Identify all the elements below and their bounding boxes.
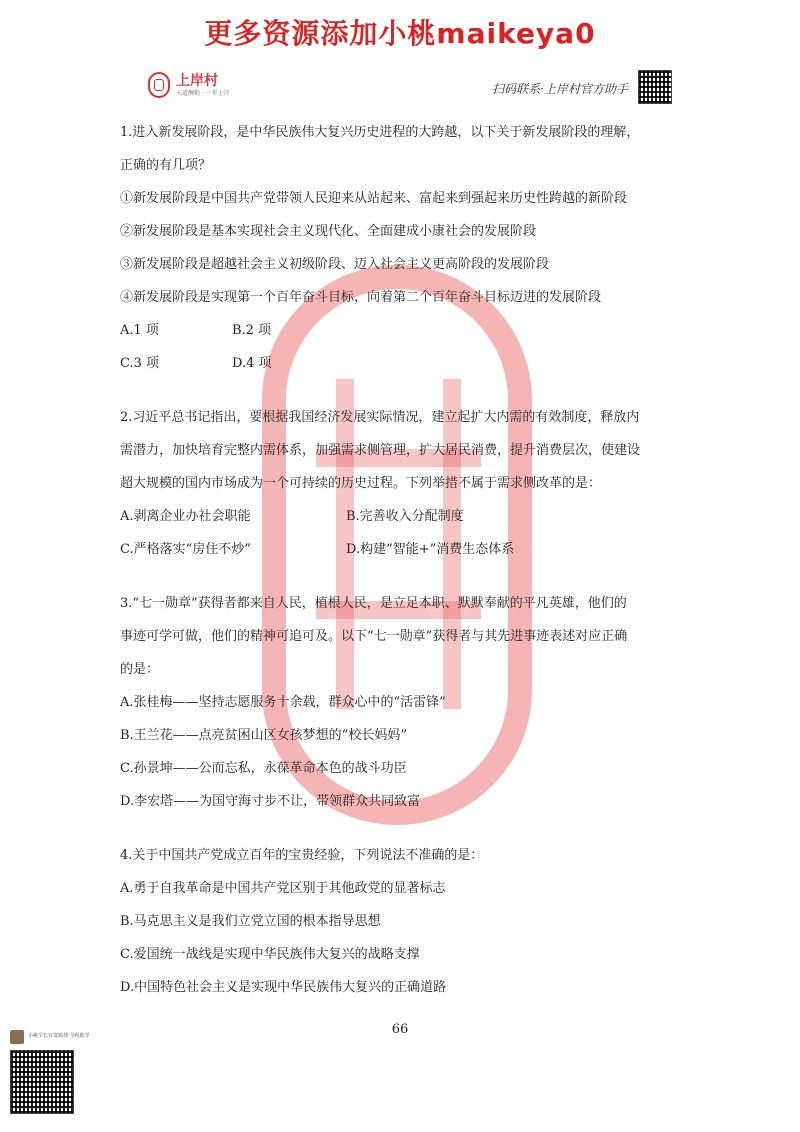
- statement-line: ①新发展阶段是中国共产党带领人民迎来从站起来、富起来到强起来历史性跨越的新阶段: [120, 191, 628, 206]
- logo-seal-icon: [148, 72, 170, 98]
- option-b: B.2 项: [232, 323, 272, 338]
- option-row: [120, 314, 680, 347]
- question-list: [120, 116, 680, 1004]
- question-1: [120, 116, 680, 380]
- question-line: 正确的有几项？: [120, 158, 212, 173]
- page-number: 66: [391, 1022, 409, 1037]
- header-contact-text: 扫码联系·上岸村官方助手: [492, 82, 628, 96]
- question-line: 1.进入新发展阶段，是中华民族伟大复兴历史进程的大跨越，以下关于新发展阶段的理解，: [120, 125, 640, 140]
- qr-code-icon: [638, 70, 672, 104]
- statement-line: ②新发展阶段是基本实现社会主义现代化、全面建成小康社会的发展阶段: [120, 224, 537, 239]
- question-4: [120, 839, 680, 1004]
- statement-line: ③新发展阶段是超越社会主义初级阶段、迈入社会主义更高阶段的发展阶段: [120, 257, 550, 272]
- option-c: C.严格落实“房住不炒”: [120, 542, 251, 557]
- option-c: C.孙景坤——公而忘私，永葆革命本色的战斗功臣: [120, 761, 407, 776]
- option-d: D.构建“智能+”消费生态体系: [346, 542, 515, 557]
- top-banner: 更多资源添加小桃maikeya0: [204, 17, 596, 50]
- question-line: 的是：: [120, 662, 160, 677]
- question-line: 2.习近平总书记指出，要根据我国经济发展实际情况，建立起扩大内需的有效制度，释放内: [120, 410, 640, 425]
- option-d: D.中国特色社会主义是实现中华民族伟大复兴的正确道路: [120, 980, 447, 995]
- option-row: [120, 533, 680, 566]
- option-row: [120, 347, 680, 380]
- option-b: B.完善收入分配制度: [346, 509, 464, 524]
- option-a: A.1 项: [120, 323, 159, 338]
- option-c: C.3 项: [120, 356, 160, 371]
- option-b: B.王兰花——点亮贫困山区女孩梦想的“校长妈妈”: [120, 728, 407, 743]
- question-line: 超大规模的国内市场成为一个可持续的历史过程。下列举措不属于需求侧改革的是：: [120, 476, 602, 491]
- option-c: C.爱国统一战线是实现中华民族伟大复兴的战略支撑: [120, 947, 420, 962]
- option-d: D.李宏塔——为国守海寸步不让，带领群众共同致富: [120, 794, 421, 809]
- question-line: 3.“七一勋章”获得者都来自人民，植根人民，是立足本职、默默奉献的平凡英雄，他们的: [120, 596, 627, 611]
- logo-name: 上岸村: [176, 72, 218, 89]
- header-logo: [148, 70, 230, 100]
- option-d: D.4 项: [232, 356, 272, 371]
- question-line: 事迹可学可做，他们的精神可追可及。以下“七一勋章”获得者与其先进事迹表述对应正确: [120, 629, 628, 644]
- option-a: A.剥离企业办社会职能: [120, 509, 251, 524]
- logo-slogan: 天道酬勤 · 一年上岸: [176, 89, 230, 97]
- option-a: A.勇于自我革命是中国共产党区别于其他政党的显著标志: [120, 881, 446, 896]
- question-line: 需潜力，加快培育完整内需体系，加强需求侧管理，扩大居民消费，提升消费层次，使建设: [120, 443, 641, 458]
- option-a: A.张桂梅——坚持志愿服务十余载，群众心中的“活雷锋”: [120, 695, 446, 710]
- logo-text: [176, 74, 230, 97]
- option-row: [120, 500, 680, 533]
- footer-qr-code-icon: [10, 1050, 74, 1114]
- avatar: [10, 1030, 24, 1044]
- statement-line: ④新发展阶段是实现第一个百年奋斗目标，向着第二个百年奋斗目标迈进的发展阶段: [120, 290, 602, 305]
- question-3: [120, 587, 680, 818]
- question-line: 4.关于中国共产党成立百年的宝贵经验，下列说法不准确的是：: [120, 848, 484, 863]
- question-2: [120, 401, 680, 566]
- footer-caption: 小桃学长有资源找 全程助学: [28, 1033, 90, 1039]
- option-b: B.马克思主义是我们立党立国的根本指导思想: [120, 914, 381, 929]
